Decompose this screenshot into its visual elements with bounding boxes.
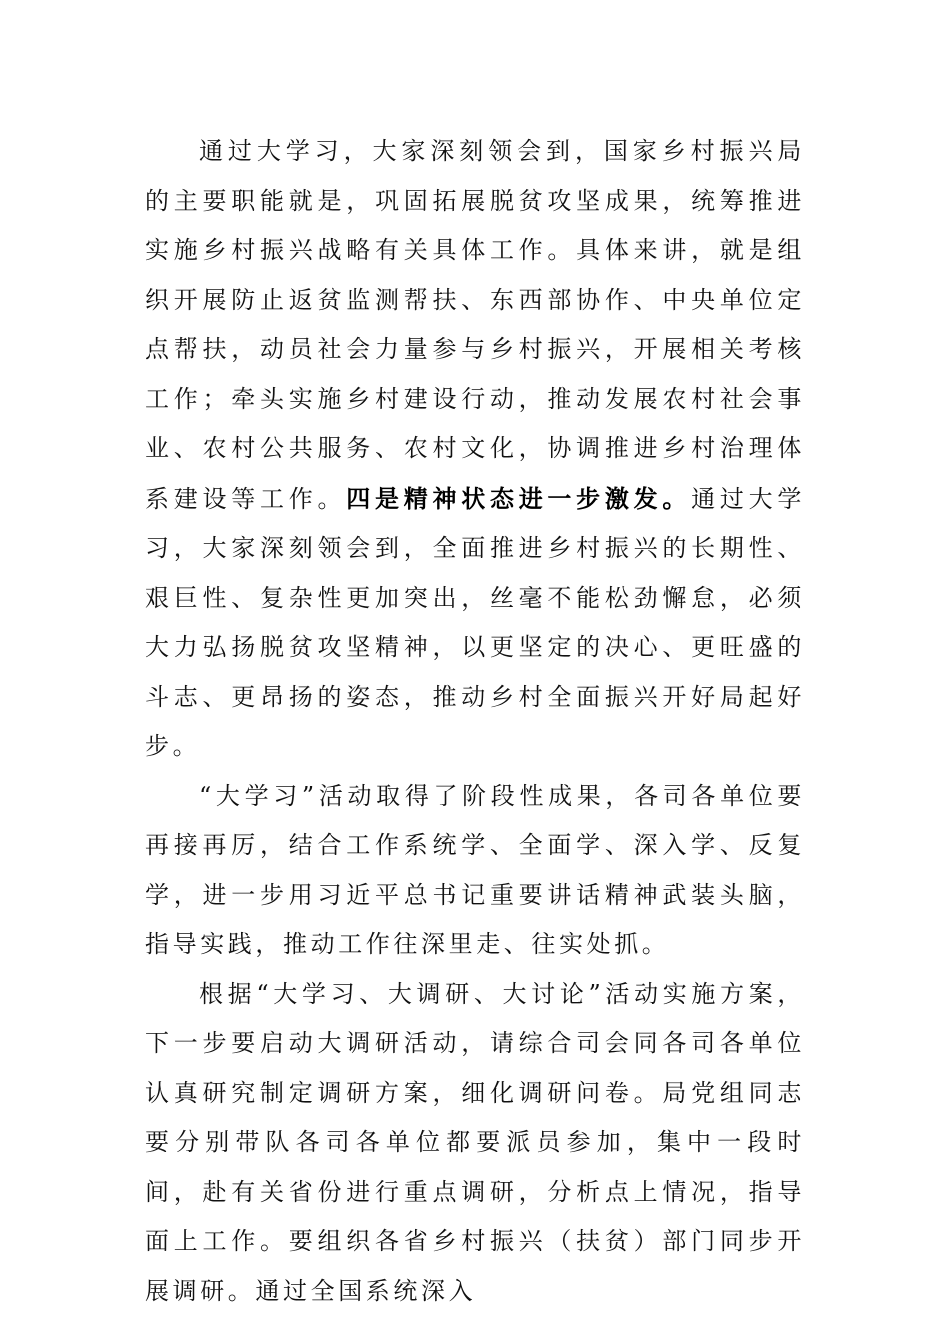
- paragraph-1: [145, 127, 805, 772]
- paragraph-3: [145, 970, 805, 1317]
- paragraph-1-text-b: 通过大学习，大家深刻领会到，全面推进乡村振兴的长期性、艰巨性、复杂性更加突出，丝毫不能松劲懈怠，必须大力弘扬脱贫攻坚精神，以更坚定的决心、更旺盛的斗志、更昂扬的姿态，推动乡村全面振兴开好局起好步。: [145, 484, 806, 760]
- paragraph-3-text: 根据“大学习、大调研、大讨论”活动实施方案，下一步要启动大调研活动，请综合司会同各司各单位认真研究制定调研方案，细化调研问卷。局党组同志要分别带队各司各单位都要派员参加，集中一段时间，赴有关省份进行重点调研，分析点上情况，指导面上工作。要组织各省乡村振兴（扶贫）部门同步开展调研。通过全国系统深入: [145, 979, 805, 1305]
- paragraph-1-text-a: 通过大学习，大家深刻领会到，国家乡村振兴局的主要职能就是，巩固拓展脱贫攻坚成果，统筹推进实施乡村振兴战略有关具体工作。具体来讲，就是组织开展防止返贫监测帮扶、东西部协作、中央单位定点帮扶，动员社会力量参与乡村振兴，开展相关考核工作；牵头实施乡村建设行动，推动发展农村社会事业、农村公共服务、农村文化，协调推进乡村治理体系建设等工作。: [145, 137, 805, 513]
- paragraph-2: [145, 772, 805, 970]
- document-body: [145, 127, 805, 1316]
- paragraph-1-bold-heading: 四是精神状态进一步激发。: [346, 483, 692, 513]
- paragraph-2-text: “大学习”活动取得了阶段性成果，各司各单位要再接再厉，结合工作系统学、全面学、深入学、反复学，进一步用习近平总书记重要讲话精神武装头脑，指导实践，推动工作往深里走、往实处抓。: [145, 781, 805, 958]
